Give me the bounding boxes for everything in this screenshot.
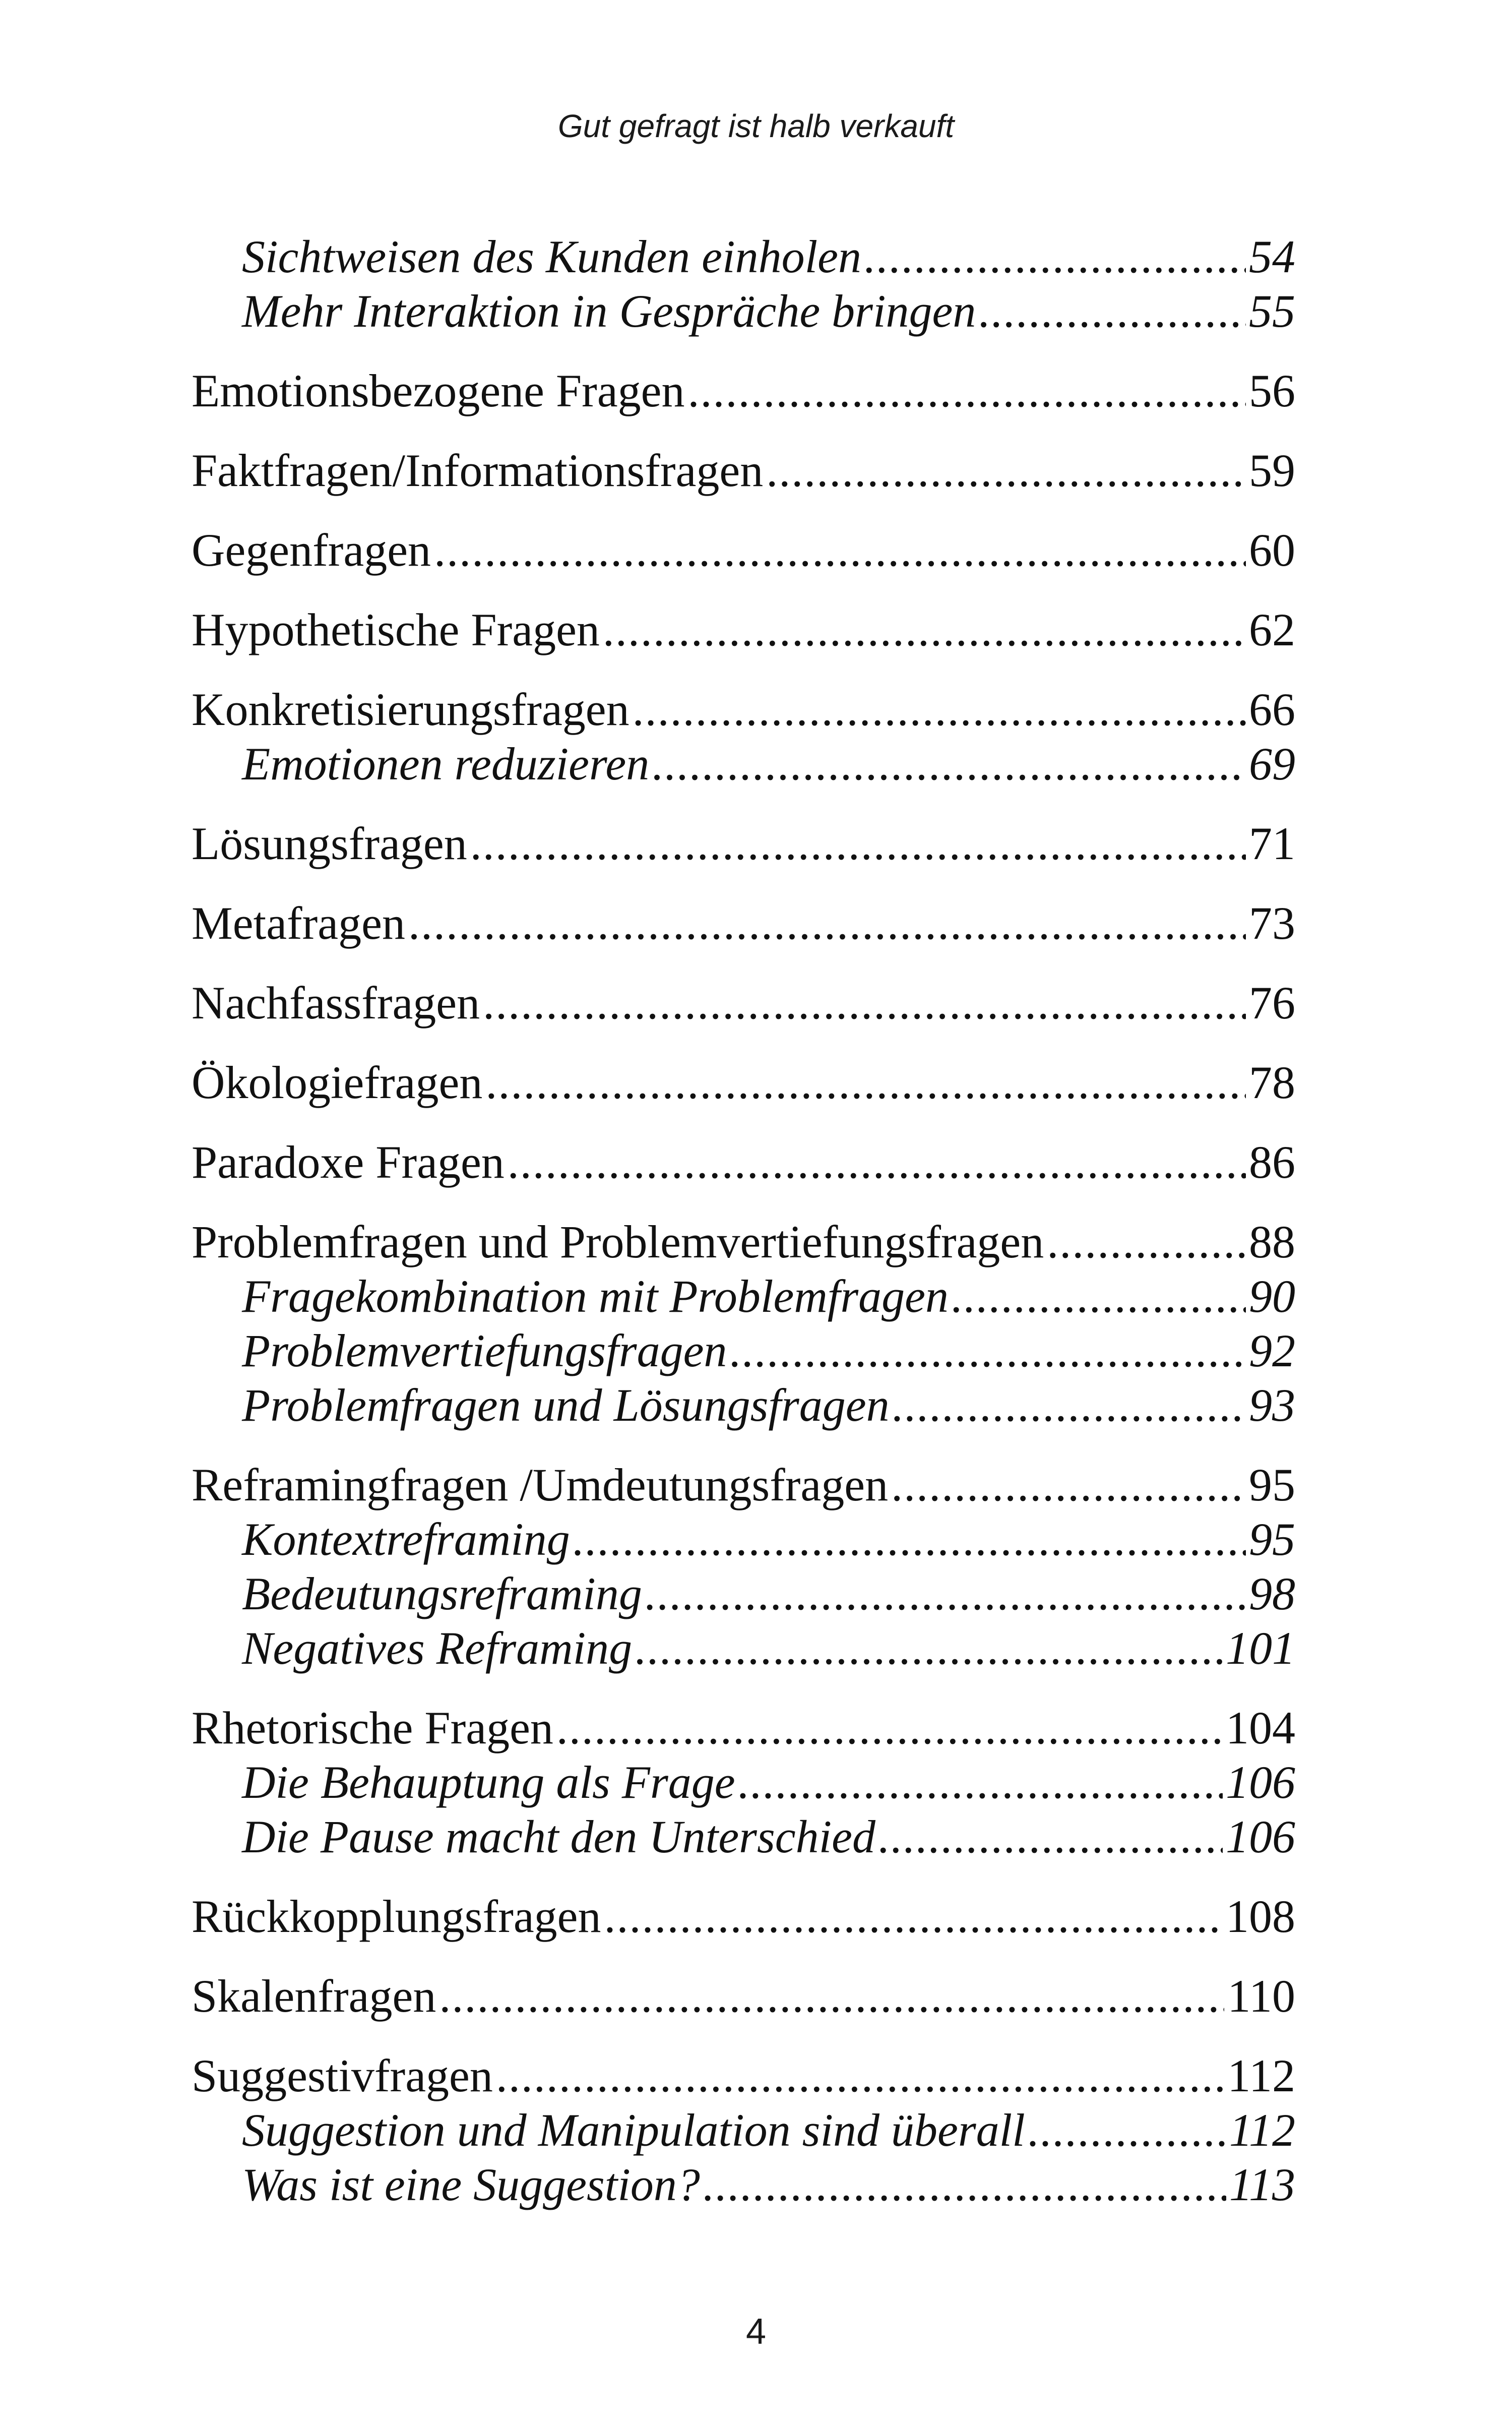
- toc-entry-title: Konkretisierungsfragen: [192, 684, 629, 735]
- table-of-contents: [192, 229, 1295, 2237]
- toc-subentry: [192, 2157, 1295, 2212]
- dot-leader: [891, 1458, 1246, 1512]
- toc-entry: [192, 976, 1295, 1030]
- dot-leader: [470, 816, 1246, 871]
- toc-entry-page: 76: [1249, 977, 1295, 1028]
- toc-group: [192, 1215, 1295, 1432]
- toc-entry-page: 108: [1226, 1891, 1295, 1942]
- toc-entry: [192, 1458, 1295, 1512]
- toc-entry: [192, 2048, 1295, 2103]
- toc-entry-page: 93: [1249, 1379, 1295, 1431]
- dot-leader: [573, 1512, 1246, 1566]
- toc-entry-page: 90: [1249, 1270, 1295, 1322]
- page-number: 4: [745, 2312, 767, 2352]
- toc-entry: [192, 1701, 1295, 1755]
- toc-entry: [192, 364, 1295, 418]
- dot-leader: [893, 1378, 1246, 1432]
- toc-entry-page: 106: [1226, 1811, 1295, 1862]
- toc-entry-page: 95: [1249, 1459, 1295, 1510]
- toc-entry-page: 86: [1249, 1136, 1295, 1188]
- toc-subentry: [192, 1566, 1295, 1621]
- toc-entry: [192, 682, 1295, 737]
- dot-leader: [766, 443, 1246, 498]
- toc-entry-page: 104: [1226, 1702, 1295, 1753]
- toc-group: [192, 896, 1295, 950]
- toc-entry-page: 113: [1229, 2159, 1295, 2210]
- dot-leader: [952, 1269, 1246, 1323]
- dot-leader: [703, 2157, 1226, 2212]
- toc-entry-title: Die Behauptung als Frage: [242, 1757, 735, 1808]
- toc-entry-title: Metafragen: [192, 897, 405, 949]
- toc-entry-title: Paradoxe Fragen: [192, 1136, 505, 1188]
- toc-entry-title: Faktfragen/Informationsfragen: [192, 445, 764, 496]
- toc-subentry: [192, 737, 1295, 791]
- toc-entry-page: 92: [1249, 1325, 1295, 1376]
- toc-entry-page: 60: [1249, 524, 1295, 576]
- toc-entry-page: 101: [1226, 1622, 1295, 1674]
- toc-group: [192, 523, 1295, 577]
- dot-leader: [496, 2048, 1225, 2103]
- toc-subentry: [192, 1512, 1295, 1566]
- toc-subentry: [192, 1755, 1295, 1809]
- toc-group: [192, 443, 1295, 498]
- toc-entry: [192, 816, 1295, 871]
- toc-entry: [192, 1969, 1295, 2023]
- toc-entry-page: 112: [1227, 2050, 1295, 2101]
- toc-entry: [192, 1135, 1295, 1189]
- toc-group: [192, 1458, 1295, 1675]
- toc-entry-title: Suggestivfragen: [192, 2050, 493, 2101]
- toc-entry-title: Lösungsfragen: [192, 818, 467, 869]
- toc-entry: [192, 1055, 1295, 1110]
- toc-entry-page: 88: [1249, 1216, 1295, 1267]
- toc-entry-page: 62: [1249, 604, 1295, 655]
- toc-entry-page: 56: [1249, 365, 1295, 416]
- toc-entry-title: Gegenfragen: [192, 524, 431, 576]
- toc-entry-title: Kontextreframing: [242, 1514, 570, 1565]
- toc-entry-title: Fragekombination mit Problemfragen: [242, 1270, 949, 1322]
- toc-entry-title: Rhetorische Fragen: [192, 1702, 553, 1753]
- toc-entry: [192, 1889, 1295, 1944]
- toc-entry-title: Was ist eine Suggestion?: [242, 2159, 700, 2210]
- toc-group: [192, 2048, 1295, 2212]
- dot-leader: [730, 1323, 1246, 1378]
- toc-entry-page: 95: [1249, 1514, 1295, 1565]
- toc-subentry: [192, 2103, 1295, 2157]
- dot-leader: [738, 1755, 1223, 1809]
- toc-entry-page: 59: [1249, 445, 1295, 496]
- toc-subentry: [192, 284, 1295, 338]
- toc-subentry: [192, 1323, 1295, 1378]
- dot-leader: [635, 1621, 1223, 1675]
- dot-leader: [485, 1055, 1246, 1110]
- toc-subentry: [192, 1621, 1295, 1675]
- toc-subentry: [192, 1809, 1295, 1864]
- dot-leader: [604, 1889, 1223, 1944]
- toc-subentry: [192, 229, 1295, 284]
- toc-group: [192, 976, 1295, 1030]
- toc-entry-page: 73: [1249, 897, 1295, 949]
- toc-subentry: [192, 1378, 1295, 1432]
- dot-leader: [1047, 1215, 1246, 1269]
- toc-entry-title: Skalenfragen: [192, 1970, 436, 2022]
- dot-leader: [645, 1566, 1246, 1621]
- dot-leader: [1028, 2103, 1226, 2157]
- toc-subentry: [192, 1269, 1295, 1323]
- toc-entry-title: Hypothetische Fragen: [192, 604, 600, 655]
- toc-entry: [192, 523, 1295, 577]
- dot-leader: [603, 602, 1246, 657]
- toc-entry-title: Nachfassfragen: [192, 977, 480, 1028]
- toc-entry-title: Ökologiefragen: [192, 1057, 483, 1108]
- toc-entry-title: Emotionsbezogene Fragen: [192, 365, 685, 416]
- toc-entry-title: Problemfragen und Lösungsfragen: [242, 1379, 890, 1431]
- toc-entry: [192, 602, 1295, 657]
- toc-group: [192, 229, 1295, 338]
- toc-entry: [192, 443, 1295, 498]
- toc-entry-page: 112: [1229, 2104, 1295, 2156]
- toc-entry-title: Bedeutungsreframing: [242, 1568, 642, 1619]
- toc-entry-title: Mehr Interaktion in Gespräche bringen: [242, 285, 976, 337]
- toc-group: [192, 1135, 1295, 1189]
- toc-entry-title: Sichtweisen des Kunden einholen: [242, 231, 861, 282]
- toc-entry-page: 110: [1227, 1970, 1295, 2022]
- dot-leader: [878, 1809, 1223, 1864]
- toc-entry-page: 69: [1249, 738, 1295, 790]
- toc-group: [192, 1889, 1295, 1944]
- toc-entry-page: 78: [1249, 1057, 1295, 1108]
- dot-leader: [483, 976, 1246, 1030]
- toc-entry-title: Die Pause macht den Unterschied: [242, 1811, 876, 1862]
- toc-group: [192, 1701, 1295, 1864]
- toc-entry-title: Suggestion und Manipulation sind überall: [242, 2104, 1025, 2156]
- dot-leader: [864, 229, 1246, 284]
- toc-group: [192, 1055, 1295, 1110]
- toc-group: [192, 602, 1295, 657]
- dot-leader: [408, 896, 1246, 950]
- dot-leader: [633, 682, 1246, 737]
- toc-entry: [192, 896, 1295, 950]
- toc-entry-page: 66: [1249, 684, 1295, 735]
- toc-entry-title: Problemfragen und Problemvertiefungsfragen: [192, 1216, 1044, 1267]
- toc-group: [192, 364, 1295, 418]
- dot-leader: [434, 523, 1246, 577]
- toc-entry-page: 54: [1249, 231, 1295, 282]
- dot-leader: [688, 364, 1246, 418]
- toc-entry-page: 106: [1226, 1757, 1295, 1808]
- dot-leader: [652, 737, 1246, 791]
- toc-entry-title: Rückkopplungsfragen: [192, 1891, 601, 1942]
- dot-leader: [508, 1135, 1246, 1189]
- toc-entry-title: Problemvertiefungsfragen: [242, 1325, 727, 1376]
- toc-entry-title: Reframingfragen /Umdeutungsfragen: [192, 1459, 889, 1510]
- toc-group: [192, 816, 1295, 871]
- toc-group: [192, 1969, 1295, 2023]
- dot-leader: [556, 1701, 1223, 1755]
- toc-entry: [192, 1215, 1295, 1269]
- toc-entry-title: Negatives Reframing: [242, 1622, 633, 1674]
- dot-leader: [979, 284, 1246, 338]
- toc-group: [192, 682, 1295, 791]
- toc-entry-title: Emotionen reduzieren: [242, 738, 650, 790]
- running-header: Gut gefragt ist halb verkauft: [557, 108, 955, 144]
- dot-leader: [439, 1969, 1224, 2023]
- toc-entry-page: 71: [1249, 818, 1295, 869]
- toc-entry-page: 55: [1249, 285, 1295, 337]
- toc-entry-page: 98: [1249, 1568, 1295, 1619]
